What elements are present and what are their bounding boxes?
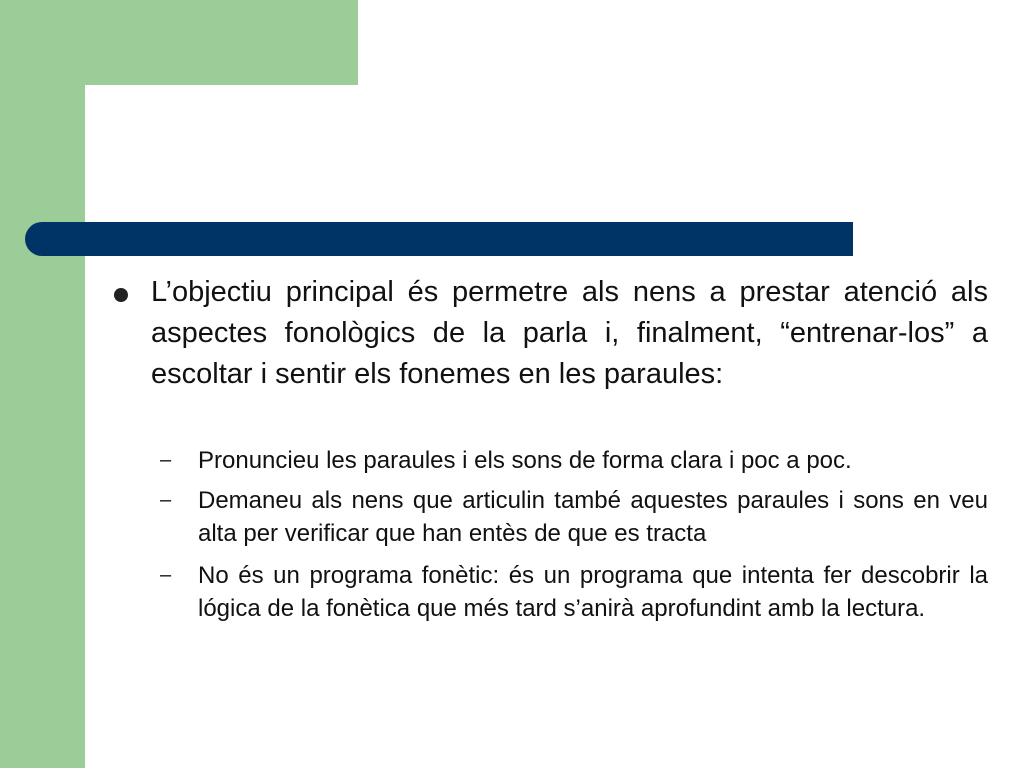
sub-bullet-text: No és un programa fonètic: és un programa que intenta fer descobrir la lógica de la fonètica que més tard s’anirà aprofundint amb la lectura. (198, 562, 988, 622)
bullet-dot (114, 288, 128, 302)
main-bullet-text: L’objectiu principal és permetre als nens a prestar atenció als aspectes fonològics de la parla i, finalment, “entrenar-los” a escoltar i sentir els fonemes en les paraules: (151, 276, 988, 390)
sub-bullet-text: Pronuncieu les paraules i els sons de forma clara i poc a poc. (198, 447, 852, 474)
sub-bullet-text: Demaneu als nens que articulin també aquestes paraules i sons en veu alta per verificar que han entès de que es tracta (198, 487, 988, 547)
sub-bullet-dash: – (160, 449, 172, 471)
sub-bullet-dash: – (160, 564, 172, 586)
sub-bullet-dash: – (160, 489, 172, 511)
